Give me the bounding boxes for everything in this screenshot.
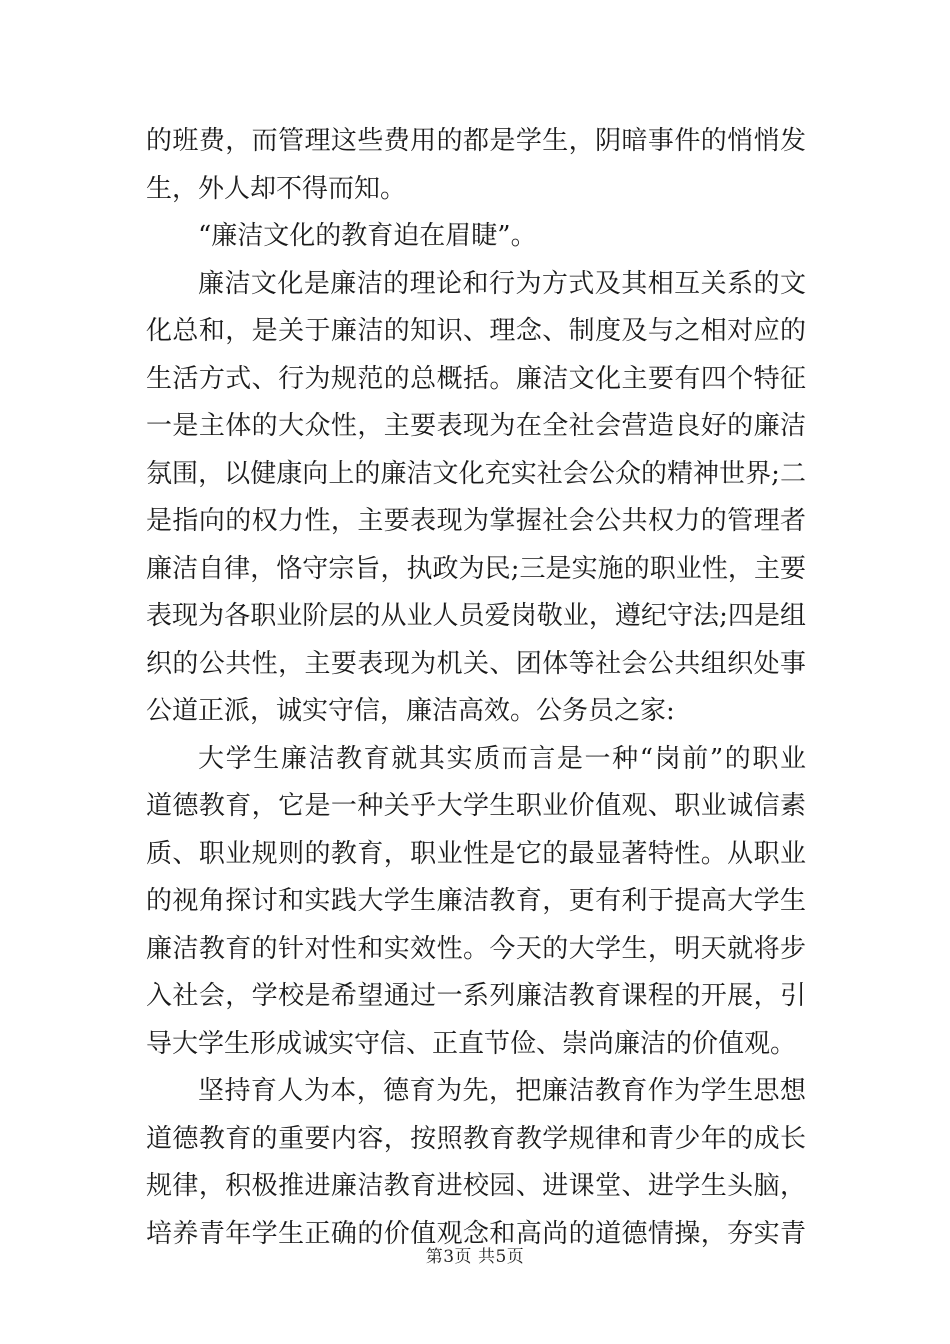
text-line: 廉洁教育的针对性和实效性。今天的大学生，明天就将步 xyxy=(146,933,806,964)
text-line: 大学生廉洁教育就其实质而言是一种“岗前”的职业 xyxy=(198,743,806,774)
text-line: 道德教育的重要内容，按照教育教学规律和青少年的成长 xyxy=(146,1123,806,1154)
text-line: 道德教育，它是一种关乎大学生职业价值观、职业诚信素 xyxy=(146,791,806,821)
text-line: 质、职业规则的教育，职业性是它的最显著特性。从职业 xyxy=(146,838,806,869)
text-line: 织的公共性，主要表现为机关、团体等社会公共组织处事 xyxy=(146,648,806,679)
text-line: 坚持育人为本，德育为先，把廉洁教育作为学生思想 xyxy=(198,1076,806,1106)
text-line: 氛围，以健康向上的廉洁文化充实社会公众的精神世界;二 xyxy=(146,458,806,489)
text-line: 的班费，而管理这些费用的都是学生，阴暗事件的悄悄发 xyxy=(146,126,806,156)
text-line: 导大学生形成诚实守信、正直节俭、崇尚廉洁的价值观。 xyxy=(146,1028,797,1059)
text-line: “廉洁文化的教育迫在眉睫”。 xyxy=(198,221,537,251)
text-line: 入社会，学校是希望通过一系列廉洁教育课程的开展，引 xyxy=(146,981,806,1011)
text-line: 表现为各职业阶层的从业人员爱岗敬业，遵纪守法;四是组 xyxy=(146,601,806,631)
text-line: 一是主体的大众性，主要表现为在全社会营造良好的廉洁 xyxy=(146,411,806,441)
text-line: 是指向的权力性，主要表现为掌握社会公共权力的管理者 xyxy=(146,506,806,536)
text-line: 廉洁自律，恪守宗旨，执政为民;三是实施的职业性，主要 xyxy=(146,553,806,584)
text-line: 的视角探讨和实践大学生廉洁教育，更有利于提高大学生 xyxy=(146,886,806,916)
body-text xyxy=(146,118,806,1258)
page-footer: 第3页 共5页 xyxy=(425,1247,525,1267)
text-line: 生活方式、行为规范的总概括。廉洁文化主要有四个特征 xyxy=(146,363,806,394)
text-line: 化总和，是关于廉洁的知识、理念、制度及与之相对应的 xyxy=(146,316,806,346)
text-line: 规律，积极推进廉洁教育进校园、进课堂、进学生头脑， xyxy=(146,1171,806,1201)
text-line: 廉洁文化是廉洁的理论和行为方式及其相互关系的文 xyxy=(198,268,806,299)
text-line: 培养青年学生正确的价值观念和高尚的道德情操，夯实青 xyxy=(146,1218,806,1249)
text-line: 生，外人却不得而知。 xyxy=(146,173,407,204)
text-line: 公道正派，诚实守信，廉洁高效。公务员之家: xyxy=(146,696,675,726)
